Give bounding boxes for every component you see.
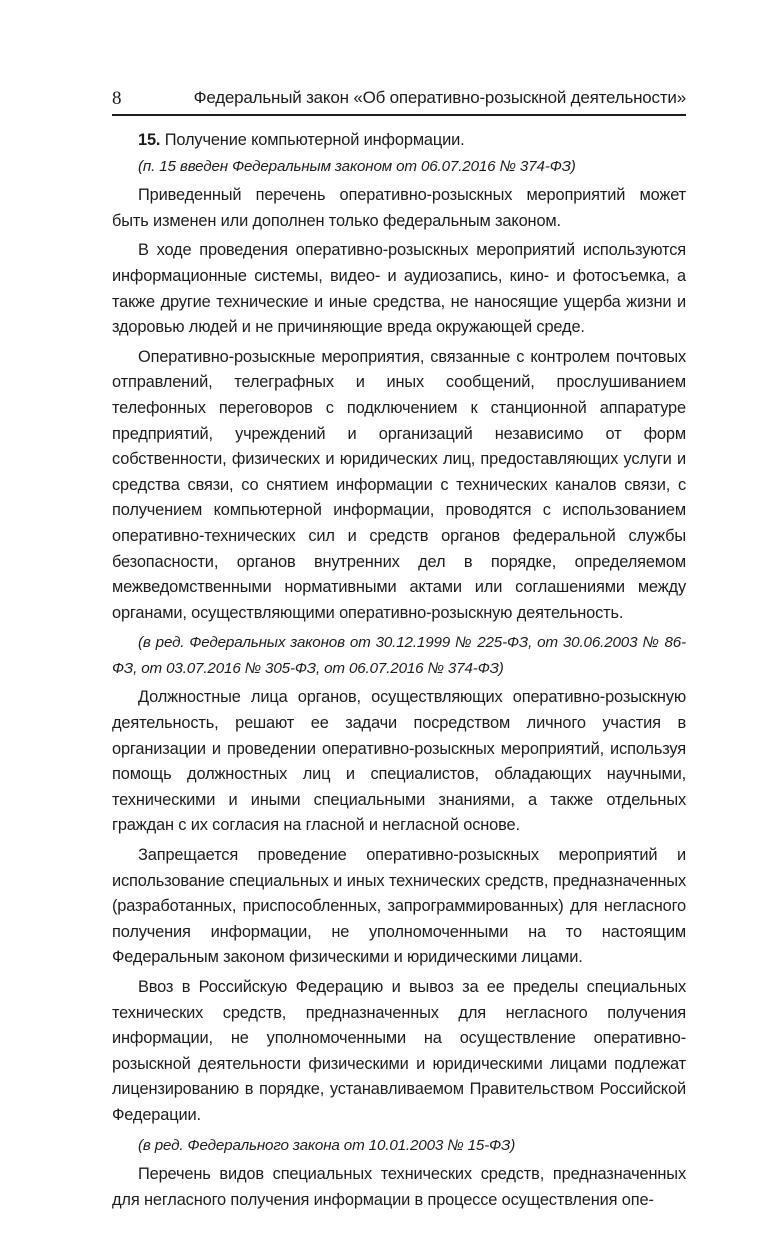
paragraph: В ходе проведения оперативно-розыскных мероприятий используются информационные системы, видео- и аудиозапись, кино- и фотосъемка, а также другие технические и иные средства, не наносящие ущерба жизни и здоровью людей и не причиняющие вреда окружающей среде. (112, 241, 686, 337)
paragraph: Запрещается проведение оперативно-розыскных мероприятий и использование специальных и иных технических средств, предназначенных (разработанных, приспособленных, запрограммированных) для негласного получения информации, не уполномоченными на то настоящим Федеральным законом физическими и юридическими лицами. (112, 846, 686, 967)
page-body (112, 128, 686, 1217)
paragraph: Перечень видов специальных технических средств, предназначенных для негласного получения информации в процессе осуществления опе- (112, 1165, 686, 1209)
amendment-note: (в ред. Федерального закона от 10.01.2003 № 15-ФЗ) (138, 1136, 516, 1154)
item-text: Получение компьютерной информации. (160, 131, 465, 149)
amendment-note: (п. 15 введен Федеральным законом от 06.07.2016 № 374-ФЗ) (138, 157, 576, 175)
page-number: 8 (112, 88, 122, 109)
paragraph: Должностные лица органов, осуществляющих оперативно-розыскную деятельность, решают ее задачи посредством личного участия в организации и проведении оперативно-розыскных мероприятий, используя помощь должностных лиц и специалистов, обладающих научными, техническими и иными специальными знаниями, а также отдельных граждан с их согласия на гласной и негласной основе. (112, 688, 686, 835)
amendment-note: (в ред. Федеральных законов от 30.12.1999 № 225-ФЗ, от 30.06.2003 № 86-ФЗ, от 03.07.2016 № 305-ФЗ, от 06.07.2016 № 374-ФЗ) (112, 634, 686, 677)
paragraph: Оперативно-розыскные мероприятия, связанные с контролем почтовых отправлений, телеграфных и иных сообщений, прослушиванием телефонных переговоров с подключением к станционной аппаратуре предприятий, учреждений и организаций независимо от форм собственности, физических и юридических лиц, предоставляющих услуги и средства связи, со снятием информации с технических каналов связи, с получением компьютерной информации, проводятся с использованием оперативно-технических сил и средств органов федеральной службы безопасности, органов внутренних дел в порядке, определяемом межведомственными нормативными актами или соглашениями между органами, осуществляющими оперативно-розыскную деятельность. (112, 347, 686, 622)
list-item-15 (112, 128, 686, 154)
paragraph: Приведенный перечень оперативно-розыскных мероприятий может быть изменен или дополнен только федеральным законом. (112, 186, 686, 230)
paragraph: Ввоз в Российскую Федерацию и вывоз за ее пределы специальных технических средств, предназначенных для негласного получения информации, не уполномоченными на осуществление оперативно-розыскной деятельности физическими и юридическими лицами подлежат лицензированию в порядке, устанавливаемом Правительством Российской Федерации. (112, 978, 686, 1124)
item-number: 15. (138, 131, 161, 149)
running-title: Федеральный закон «Об оперативно-розыскной деятельности» (193, 88, 686, 107)
running-header (112, 84, 686, 116)
